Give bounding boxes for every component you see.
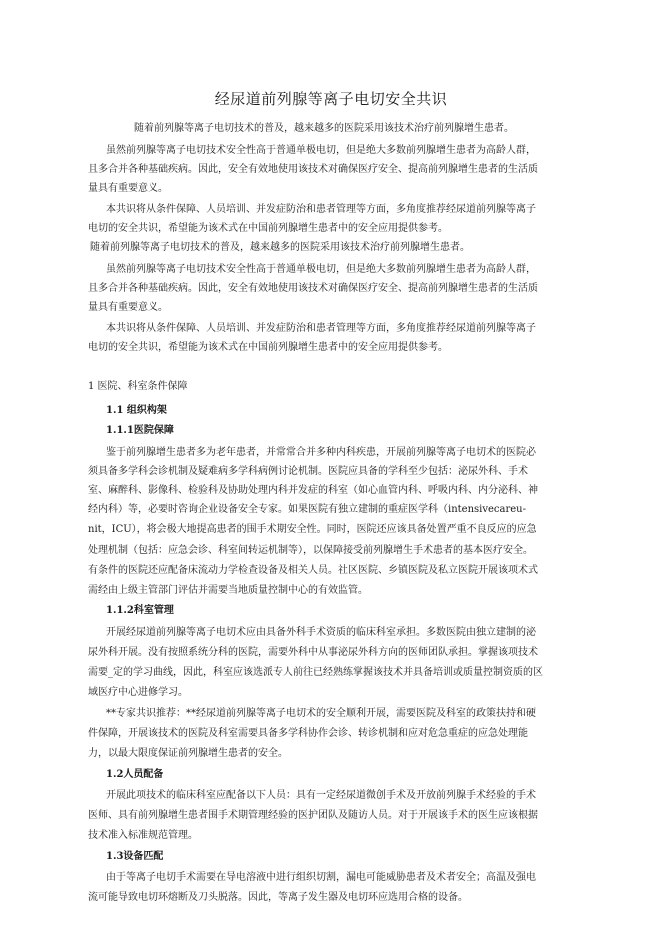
- paragraph-line: **专家共识推荐：**经尿道前列腺等离子电切术的安全顺利开展，需要医院及科室的政策扶持和硬: [106, 708, 536, 719]
- paragraph-line: 开展此项技术的临床科室应配备以下人员：具有一定经尿道微创手术及开放前列腺手术经验的手术: [106, 790, 536, 801]
- paragraph-line: 力，以最大限度保证前列腺增生患者的安全。: [88, 748, 288, 759]
- paragraph-line: 经内科）等，必要时咨询企业设备安全专家。如果医院有独立建制的重症医学科（intensivecareu-: [88, 504, 526, 515]
- document-title: 经尿道前列腺等离子电切安全共识: [214, 90, 448, 108]
- paragraph-line: 电切的安全共识，希望能为该术式在中国前列腺增生患者中的安全应用提供参考。: [88, 342, 448, 353]
- paragraph-line: 本共识将从条件保障、人员培训、并发症防治和患者管理等方面，多角度推荐经尿道前列腺等离子: [106, 323, 536, 334]
- paragraph-line: 处理机制（包括：应急会诊、科室间转运机制等），以保障接受前列腺增生手术患者的基本医疗安全。: [88, 545, 533, 556]
- paragraph-line: nit，ICU），将会极大地提高患者的围手术期安全性。同时，医院还应该具备处置严重不良反应的应急: [88, 524, 537, 535]
- subsection-heading: 1.3设备匹配: [106, 851, 164, 862]
- paragraph-line: 技术准入标准规范管理。: [88, 830, 198, 841]
- paragraph-line: 须具备多学科会诊机制及疑难病多学科病例讨论机制。医院应具备的学科至少包括：泌尿外科、手术: [88, 466, 528, 477]
- paragraph-line: 量具有重要意义。: [88, 302, 168, 313]
- paragraph-line: 需经由上级主管部门评估并需要当地质量控制中心的有效监管。: [88, 585, 368, 596]
- paragraph-line: 有条件的医院还应配备床流动力学检查设备及相关人员。社区医院、乡镇医院及私立医院开展该项术式: [88, 565, 538, 576]
- paragraph-line: 医师、具有前列腺增生患者围手术期管理经验的医护团队及随访人员。对于开展该手术的医生应该根据: [88, 810, 538, 821]
- paragraph-line: 虽然前列腺等离子电切技术安全性高于普通单极电切，但是绝大多数前列腺增生患者为高龄人群，: [106, 145, 536, 156]
- paragraph-line: 电切的安全共识，希望能为该术式在中国前列腺增生患者中的安全应用提供参考。: [88, 223, 448, 234]
- paragraph-line: 随着前列腺等离子电切技术的普及，越来越多的医院采用该技术治疗前列腺增生患者。: [134, 123, 514, 134]
- paragraph-line: 域医疗中心进修学习。: [88, 687, 188, 698]
- paragraph-line: 开展经尿道前列腺等离子电切术应由具备外科手术资质的临床科室承担。多数医院由独立建制的泌: [106, 627, 536, 638]
- paragraph-line: 且多合并各种基础疾病。因此，安全有效地使用该技术对确保医疗安全、提高前列腺增生患者的生活质: [88, 164, 538, 175]
- subsection-heading: 1.1.1医院保障: [106, 425, 174, 436]
- paragraph-line: 随着前列腺等离子电切技术的普及，越来越多的医院采用该技术治疗前列腺增生患者。: [90, 242, 470, 253]
- subsection-heading: 1.2人员配备: [106, 769, 164, 780]
- paragraph-line: 件保障，开展该技术的医院及科室需要具备多学科协作会诊、转诊机制和应对危急重症的应急处理能: [88, 728, 528, 739]
- section-heading: 1 医院、科室条件保障: [88, 381, 188, 392]
- paragraph-line: 需要_定的学习曲线，因此，科室应该选派专人前往已经熟练掌握该技术并具备培训或质量控制资质的区: [88, 667, 543, 678]
- subsection-heading: 1.1.2科室管理: [106, 605, 174, 616]
- paragraph-line: 由于等离子电切手术需要在导电溶液中进行组织切割，漏电可能威胁患者及术者安全；高温及强电: [106, 872, 536, 883]
- paragraph-line: 室、麻醉科、影像科、检验科及协助处理内科并发症的科室（如心血管内科、呼吸内科、内分泌科、神: [88, 485, 538, 496]
- paragraph-line: 本共识将从条件保障、人员培训、并发症防治和患者管理等方面，多角度推荐经尿道前列腺等离子: [106, 204, 536, 215]
- paragraph-line: 且多合并各种基础疾病。因此，安全有效地使用该技术对确保医疗安全、提高前列腺增生患者的生活质: [88, 283, 538, 294]
- subsection-heading: 1.1 组织构架: [106, 405, 167, 416]
- paragraph-line: 尿外科开展。没有按照系统分科的医院，需要外科中从事泌尿外科方向的医师团队承担。掌握该项技术: [88, 647, 538, 658]
- paragraph-line: 流可能导致电切环熔断及刀头脱落。因此，等离子发生器及电切环应选用合格的设备。: [88, 892, 468, 903]
- paragraph-line: 鉴于前列腺增生患者多为老年患者，并常常合并多种内科疾患，开展前列腺等离子电切术的医院必: [106, 447, 536, 458]
- paragraph-line: 量具有重要意义。: [88, 183, 168, 194]
- paragraph-line: 虽然前列腺等离子电切技术安全性高于普通单极电切，但是绝大多数前列腺增生患者为高龄人群，: [106, 264, 536, 275]
